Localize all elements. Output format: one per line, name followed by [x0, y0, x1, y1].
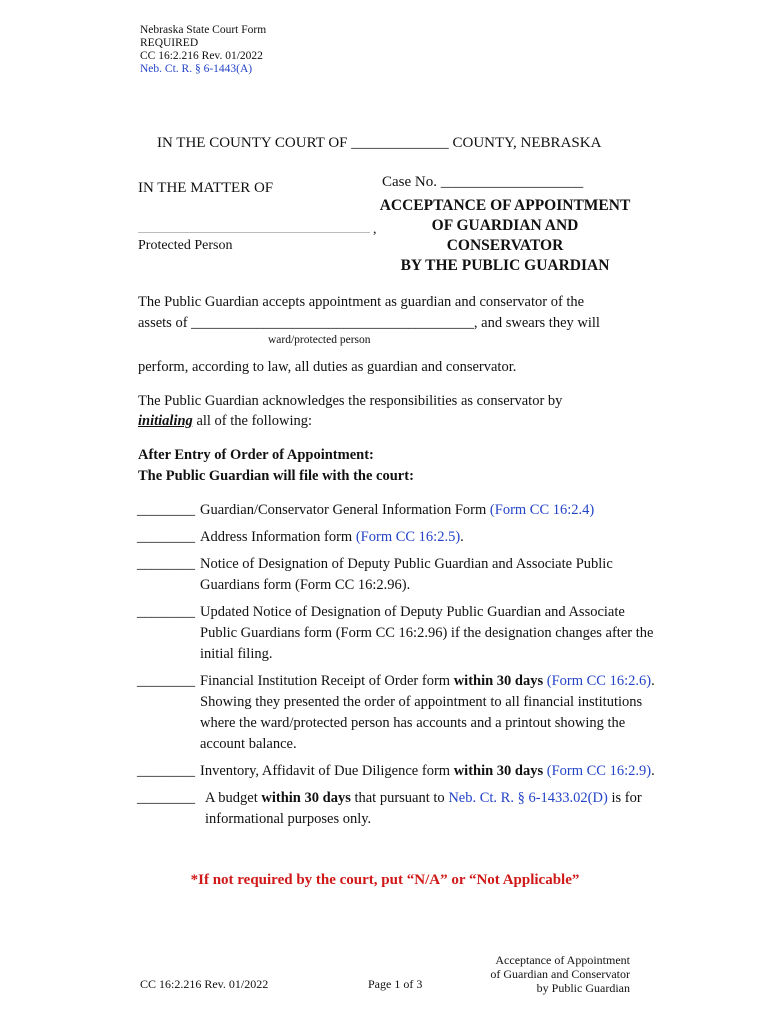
item-text-after: .: [460, 529, 464, 545]
deadline-emphasis: within 30 days: [453, 763, 544, 779]
matter-label: IN THE MATTER OF: [138, 180, 274, 196]
intro-line-2[interactable]: assets of _______________________________________, and swears they will: [138, 315, 600, 331]
header-line-2: REQUIRED: [140, 37, 199, 49]
initial-blank[interactable]: ________: [137, 604, 195, 620]
protected-person-name-line[interactable]: [138, 232, 370, 233]
title-line-2: OF GUARDIAN AND: [431, 217, 579, 234]
protected-person-label: Protected Person: [138, 238, 233, 253]
item-text: Updated Notice of Designation of Deputy Public Guardian and Associate Public Guardians form (Form CC 16:2.96) if the designation changes after the initial filing.: [200, 604, 654, 662]
not-applicable-note: *If not required by the court, put “N/A” or “Not Applicable”: [190, 872, 580, 888]
header-line-3: CC 16:2.216 Rev. 01/2022: [140, 50, 263, 62]
item-text: Financial Institution Receipt of Order form: [200, 673, 454, 689]
intro-line-3: perform, according to law, all duties as guardian and conservator.: [138, 359, 517, 375]
ack-line-1: The Public Guardian acknowledges the responsibilities as conservator by: [138, 393, 563, 409]
item-text-after: . Showing they presented the order of appointment to all financial institutions where the ward/protected person has accounts and a printout showing the account balance.: [200, 673, 655, 752]
title-line-1: ACCEPTANCE OF APPOINTMENT: [379, 197, 631, 214]
item-text-after: .: [651, 763, 655, 779]
filing-checklist: [137, 500, 657, 836]
initialing-emphasis: initialing: [138, 413, 193, 429]
document-title: [360, 196, 650, 276]
section-heading-1: After Entry of Order of Appointment:: [138, 447, 374, 463]
initial-blank[interactable]: ________: [137, 673, 195, 689]
item-text: A budget: [205, 790, 262, 806]
court-line: IN THE COUNTY COURT OF _____________ COUNTY, NEBRASKA: [157, 135, 602, 151]
footer-page-number: Page 1 of 3: [368, 977, 423, 991]
footer-form-title: [470, 953, 630, 995]
checklist-item: [137, 671, 657, 755]
footer-form-number: CC 16:2.216 Rev. 01/2022: [140, 977, 269, 991]
initial-blank[interactable]: ________: [137, 763, 195, 779]
form-link[interactable]: (Form CC 16:2.6): [546, 673, 652, 689]
item-text: Address Information form: [200, 529, 356, 545]
initial-blank[interactable]: ________: [137, 502, 195, 518]
item-text: Inventory, Affidavit of Due Diligence form: [200, 763, 454, 779]
checklist-item: [137, 602, 657, 665]
deadline-emphasis: within 30 days: [453, 673, 544, 689]
checklist-item: [137, 500, 657, 521]
case-number-field[interactable]: Case No. ___________________: [382, 174, 584, 190]
initial-blank[interactable]: ________: [137, 790, 195, 806]
checklist-item: [137, 554, 657, 596]
checklist-item: [137, 761, 657, 782]
checklist-item: [137, 527, 657, 548]
header-rule-link[interactable]: Neb. Ct. R. § 6-1443(A): [140, 63, 253, 75]
checklist-item: [137, 788, 657, 830]
section-heading-2: The Public Guardian will file with the court:: [138, 468, 414, 484]
item-text-after: is for informational purposes only.: [205, 790, 642, 827]
footer-title-line-3: by Public Guardian: [536, 981, 630, 995]
item-text: Guardian/Conservator General Information Form: [200, 502, 490, 518]
intro-line-1: The Public Guardian accepts appointment as guardian and conservator of the: [138, 294, 585, 310]
initial-blank[interactable]: ________: [137, 529, 195, 545]
ack-line-2: [138, 411, 312, 431]
title-line-4: BY THE PUBLIC GUARDIAN: [400, 257, 610, 274]
item-text: Notice of Designation of Deputy Public Guardian and Associate Public Guardians form (Form CC 16:2.96).: [200, 556, 613, 593]
form-header: [140, 24, 266, 76]
form-link[interactable]: (Form CC 16:2.4): [489, 502, 595, 518]
form-link[interactable]: (Form CC 16:2.9): [546, 763, 652, 779]
form-link[interactable]: (Form CC 16:2.5): [355, 529, 461, 545]
footer-title-line-2: of Guardian and Conservator: [490, 967, 630, 981]
item-text-mid: that pursuant to: [350, 790, 449, 806]
footer-title-line-1: Acceptance of Appointment: [495, 953, 630, 967]
comma: ,: [373, 222, 377, 237]
initial-blank[interactable]: ________: [137, 556, 195, 572]
header-line-1: Nebraska State Court Form: [140, 24, 267, 36]
deadline-emphasis: within 30 days: [261, 790, 351, 806]
ward-label: ward/protected person: [268, 334, 371, 346]
ack-line-2-rest: all of the following:: [192, 413, 313, 429]
rule-link[interactable]: Neb. Ct. R. § 6-1433.02(D): [448, 790, 608, 806]
title-line-3: CONSERVATOR: [446, 237, 564, 254]
